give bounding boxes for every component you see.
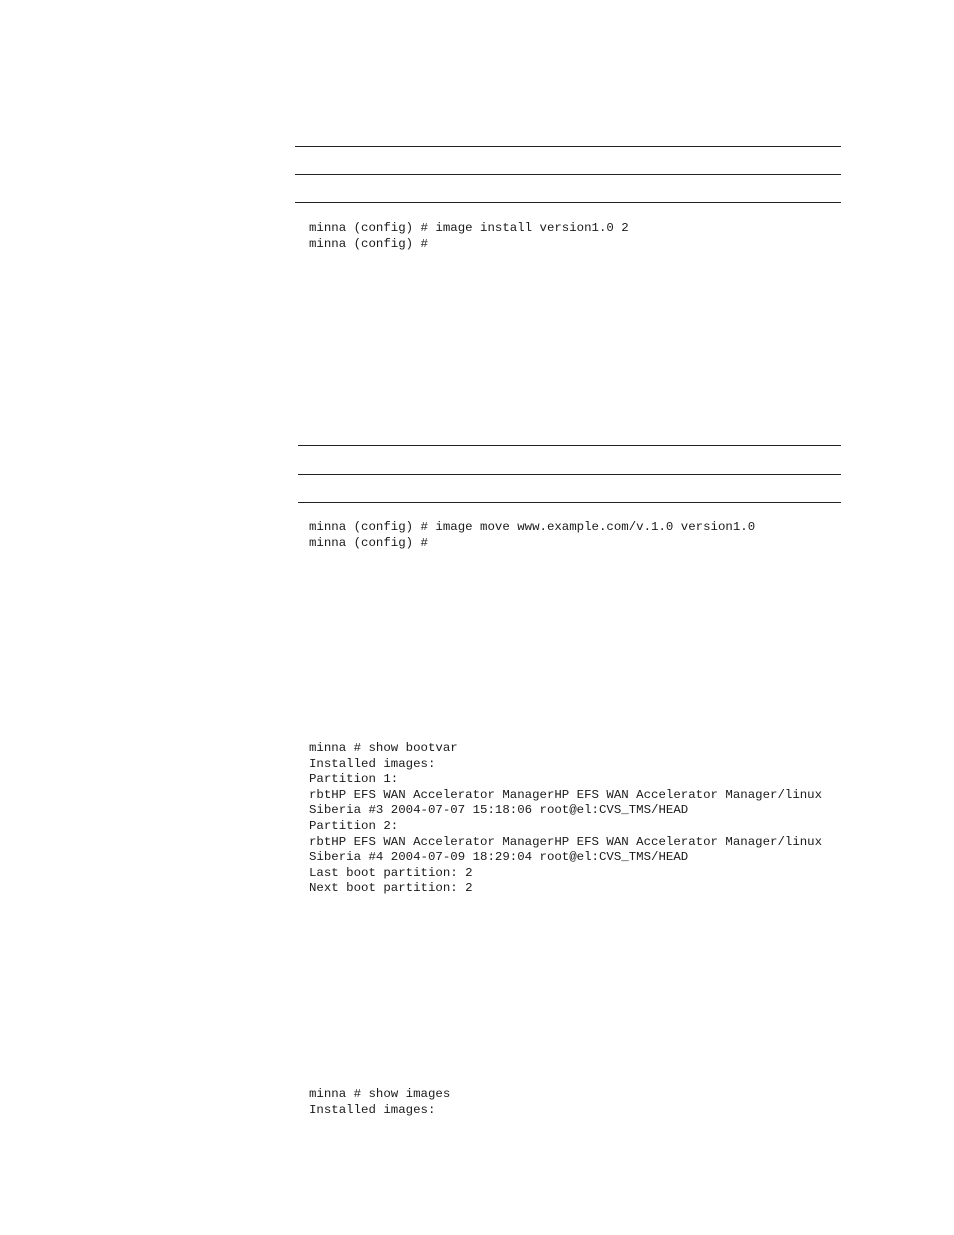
show-bootvar-example-code (309, 741, 822, 897)
code-line: Partition 2: (309, 818, 399, 833)
code-line: minna (config) # (309, 535, 428, 550)
move-example-code (309, 520, 755, 551)
code-line: minna (config) # image move www.example.com/v.1.0 version1.0 (309, 520, 756, 534)
code-line: Next boot partition: 2 (309, 881, 473, 896)
code-line: Siberia #4 2004-07-09 18:29:04 root@el:CVS_TMS/HEAD (309, 850, 689, 865)
code-line: Installed images: (309, 1102, 436, 1117)
code-line: rbtHP EFS WAN Accelerator ManagerHP EFS WAN Accelerator Manager/linux (309, 834, 823, 849)
code-line: minna (config) # (309, 236, 428, 251)
table-rule-middle (295, 174, 841, 175)
code-line: rbtHP EFS WAN Accelerator ManagerHP EFS WAN Accelerator Manager/linux (309, 787, 823, 802)
code-line: minna # show bootvar (309, 741, 458, 755)
code-line: Installed images: (309, 756, 436, 771)
code-line: minna (config) # image install version1.0 2 (309, 221, 629, 235)
table-rule-top (298, 445, 841, 446)
code-line: Partition 1: (309, 772, 399, 787)
install-example-code (309, 221, 629, 252)
code-line: Last boot partition: 2 (309, 865, 473, 880)
table-rule-middle (298, 474, 841, 475)
code-line: Siberia #3 2004-07-07 15:18:06 root@el:CVS_TMS/HEAD (309, 803, 689, 818)
table-rule-top (295, 146, 841, 147)
table-rule-bottom (298, 502, 841, 503)
code-line: minna # show images (309, 1087, 451, 1101)
show-images-example-code (309, 1087, 450, 1118)
table-rule-bottom (295, 202, 841, 203)
